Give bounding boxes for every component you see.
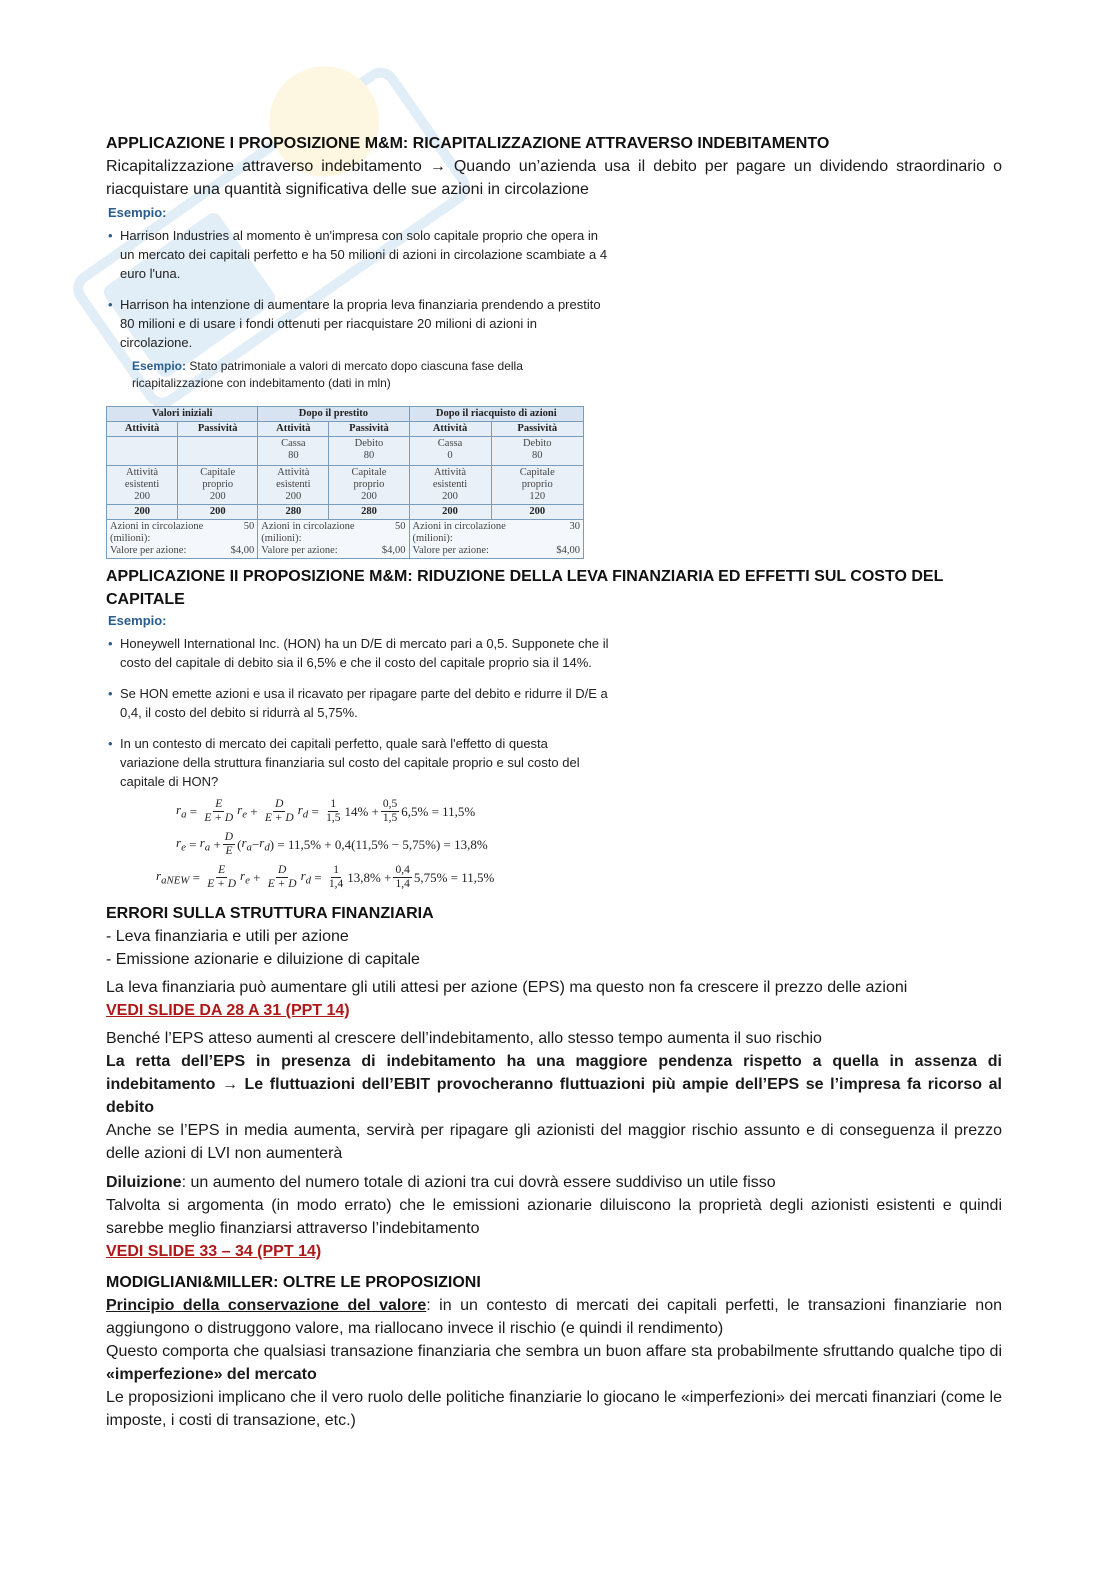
term-underlined: Principio della conservazione del valore	[106, 1297, 427, 1314]
table-footer	[409, 520, 583, 559]
sub-example	[106, 358, 592, 392]
section4-title: MODIGLIANI&MILLER: OLTRE LE PROPOSIZIONI	[106, 1274, 481, 1291]
section1-intro	[106, 155, 1002, 201]
bullet-3: • In un contesto di mercato dei capitali perfetto, quale sarà l'effetto di questa variazione della struttura finanziaria sul costo del capitale proprio e sul costo del capitale di HON?	[106, 734, 600, 791]
shares-label-unit: (milioni):	[412, 533, 453, 544]
paragraph: La leva finanziaria può aumentare gli utili attesi per azione (EPS) ma questo non fa crescere il prezzo delle azioni	[106, 979, 908, 996]
table-cell	[178, 437, 258, 466]
section3-title: ERRORI SULLA STRUTTURA FINANZIARIA	[106, 905, 434, 922]
paragraph	[106, 1294, 1002, 1340]
table-footer	[258, 520, 409, 559]
intro-definition: Quando un’azienda usa il debito per pagare un dividendo straordinario o riacquistare una quantità significativa delle sue azioni in circolazione	[106, 158, 1003, 198]
formula-ra-new: $r_{aNEW}$ = $\frac{E}{E + D}$ $r_e$ + $\frac{D}{E + D}$ $r_d$ = $\frac{1}{1,4}$ 13,8% + $\frac{0,4}{1,4}$ 5,75% = 11,5%	[156, 864, 495, 890]
paragraph: Benché l’EPS atteso aumenti al crescere dell’indebitamento, allo stesso tempo aumenta il suo rischio	[106, 1030, 822, 1047]
col-header: Passività	[178, 422, 258, 437]
sub-example-label: Esempio:	[132, 359, 187, 373]
table-total: 200	[491, 505, 583, 520]
price-value: $4,00	[381, 545, 406, 556]
group-header: Valori iniziali	[107, 407, 258, 422]
list-item: - Leva finanziaria e utili per azione	[106, 928, 349, 945]
formula-re: $r_e$ = $r_a$ + $\frac{D}{E}$ ( $r_a$ − $r_d$ ) = 11,5% + 0,4(11,5% − 5,75%) = 13,8%	[176, 831, 488, 857]
table-cell: Capitale proprio 120	[491, 466, 583, 505]
price-label: Valore per azione:	[261, 545, 338, 556]
table-total: 200	[107, 505, 178, 520]
shares-label-unit: (milioni):	[110, 533, 151, 544]
table-cell: Attività esistenti 200	[258, 466, 329, 505]
formula-block	[156, 795, 1002, 894]
example-slide-honeywell	[106, 613, 1002, 894]
table-total: 280	[258, 505, 329, 520]
shares-label-unit: (milioni):	[261, 533, 302, 544]
section1-title: APPLICAZIONE I PROPOSIZIONE M&M: RICAPITALIZZAZIONE ATTRAVERSO INDEBITAMENTO	[106, 135, 830, 152]
bullet-2: • Harrison ha intenzione di aumentare la propria leva finanziaria prendendo a prestito 80 milioni e di usare i fondi ottenuti per riacquistare 20 milioni di azioni in circolazione.	[106, 295, 610, 352]
col-header: Passività	[329, 422, 409, 437]
bold-text: Le fluttuazioni dell’EBIT provocheranno fluttuazioni più ampie dell’EPS se l’impresa fa ricorso al debito	[106, 1076, 1002, 1116]
paragraph	[106, 1171, 1002, 1194]
shares-label: Azioni in circolazione	[412, 521, 506, 532]
text: Questo comporta che qualsiasi transazione finanziaria che sembra un buon affare sta probabilmente sfruttando qualche tipo di	[106, 1343, 1002, 1360]
section2-title: APPLICAZIONE II PROPOSIZIONE M&M: RIDUZIONE DELLA LEVA FINANZIARIA ED EFFETTI SUL COSTO DEL CAPITALE	[106, 568, 944, 608]
table-cell: Capitale proprio 200	[329, 466, 409, 505]
table-total: 280	[329, 505, 409, 520]
formula-result: = 11,5% + 0,4(11,5% − 5,75%) = 13,8%	[277, 836, 488, 852]
col-header: Attività	[258, 422, 329, 437]
example-label: Esempio:	[108, 205, 167, 220]
balance-sheet-table	[106, 406, 584, 559]
bullet-1: • Harrison Industries al momento è un'impresa con solo capitale proprio che opera in un mercato dei capitali perfetto e ha 50 milioni di azioni in circolazione scambiate a 4 euro l'una.	[106, 226, 610, 283]
table-cell: Capitale proprio 200	[178, 466, 258, 505]
paragraph: Anche se l’EPS in media aumenta, servirà per ripagare gli azionisti del maggior rischio assunto e di conseguenza il prezzo delle azioni di LVI non aumenterà	[106, 1122, 1002, 1162]
price-value: $4,00	[230, 545, 255, 556]
shares-label: Azioni in circolazione	[261, 521, 355, 532]
definition: : un aumento del numero totale di azioni tra cui dovrà essere suddiviso un utile fisso	[181, 1174, 776, 1191]
paragraph-bold	[106, 1050, 1002, 1119]
col-header: Attività	[409, 422, 491, 437]
paragraph: Le proposizioni implicano che il vero ruolo delle politiche finanziarie lo giocano le «imperfezioni» dei mercati finanziari (come le imposte, i costi di transazione, etc.)	[106, 1389, 1002, 1429]
table-cell: Debito 80	[329, 437, 409, 466]
price-value: $4,00	[556, 545, 580, 556]
example-label: Esempio:	[108, 613, 167, 628]
table-cell: Cassa 0	[409, 437, 491, 466]
bold-text: «imperfezione» del mercato	[106, 1366, 317, 1383]
group-header: Dopo il prestito	[258, 407, 409, 422]
shares-value: 50	[243, 521, 255, 532]
paragraph: Talvolta si argomenta (in modo errato) che le emissioni azionarie diluiscono la proprietà degli azionisti esistenti e quindi sarebbe meglio finanziarsi attraverso l’indebitamento	[106, 1197, 1002, 1237]
bullet-1: • Honeywell International Inc. (HON) ha un D/E di mercato pari a 0,5. Supponete che il costo del capitale di debito sia il 6,5% e che il costo del capitale proprio sia il 14%.	[106, 634, 620, 672]
group-header: Dopo il riacquisto di azioni	[409, 407, 583, 422]
col-header: Passività	[491, 422, 583, 437]
arrow-icon: →	[429, 158, 446, 175]
intro-term: Ricapitalizzazione attraverso indebitamento	[106, 158, 422, 175]
example-slide-harrison	[106, 205, 1002, 559]
table-cell	[107, 437, 178, 466]
shares-label: Azioni in circolazione	[110, 521, 204, 532]
shares-value: 30	[569, 521, 580, 532]
slide-reference-link[interactable]: VEDI SLIDE 33 – 34 (PPT 14)	[106, 1243, 322, 1260]
term-bold: Diluizione	[106, 1174, 182, 1191]
formula-result: = 11,5%	[431, 803, 476, 819]
price-label: Valore per azione:	[110, 545, 187, 556]
arrow-icon: →	[221, 1076, 238, 1093]
sub-example-text: Stato patrimoniale a valori di mercato dopo ciascuna fase della ricapitalizzazione con indebitamento (dati in mln)	[132, 359, 523, 390]
table-cell: Debito 80	[491, 437, 583, 466]
table-footer	[107, 520, 258, 559]
definition: : in un contesto di mercati dei capitali perfetti, le transazioni finanziarie non aggiungono o distruggono valore, ma riallocano invece il rischio (e quindi il rendimento)	[106, 1297, 1002, 1337]
formula-result: 5,75% = 11,5%	[413, 869, 495, 885]
price-label: Valore per azione:	[412, 545, 489, 556]
bold-text: La retta dell’EPS in presenza di indebitamento ha una maggiore pendenza rispetto a quella in assenza di indebitamento	[106, 1053, 1002, 1093]
table-cell: Cassa 80	[258, 437, 329, 466]
col-header: Attività	[107, 422, 178, 437]
slide-reference-link[interactable]: VEDI SLIDE DA 28 A 31 (PPT 14)	[106, 1002, 350, 1019]
list-item: - Emissione azionarie e diluizione di capitale	[106, 951, 420, 968]
shares-value: 50	[395, 521, 406, 532]
paragraph	[106, 1340, 1002, 1386]
formula-ra: $r_a$ = $\frac{E}{E + D}$ $r_e$ + $\frac{D}{E + D}$ $r_d$ = $\frac{1}{1,5}$ 14% + $\frac{0,5}{1,5}$ 6,5% = 11,5%	[176, 798, 476, 824]
table-total: 200	[178, 505, 258, 520]
table-cell: Attività esistenti 200	[107, 466, 178, 505]
bullet-2: • Se HON emette azioni e usa il ricavato per ripagare parte del debito e ridurre il D/E a 0,4, il costo del debito si ridurrà al 5,75%.	[106, 684, 620, 722]
table-total: 200	[409, 505, 491, 520]
table-cell: Attività esistenti 200	[409, 466, 491, 505]
